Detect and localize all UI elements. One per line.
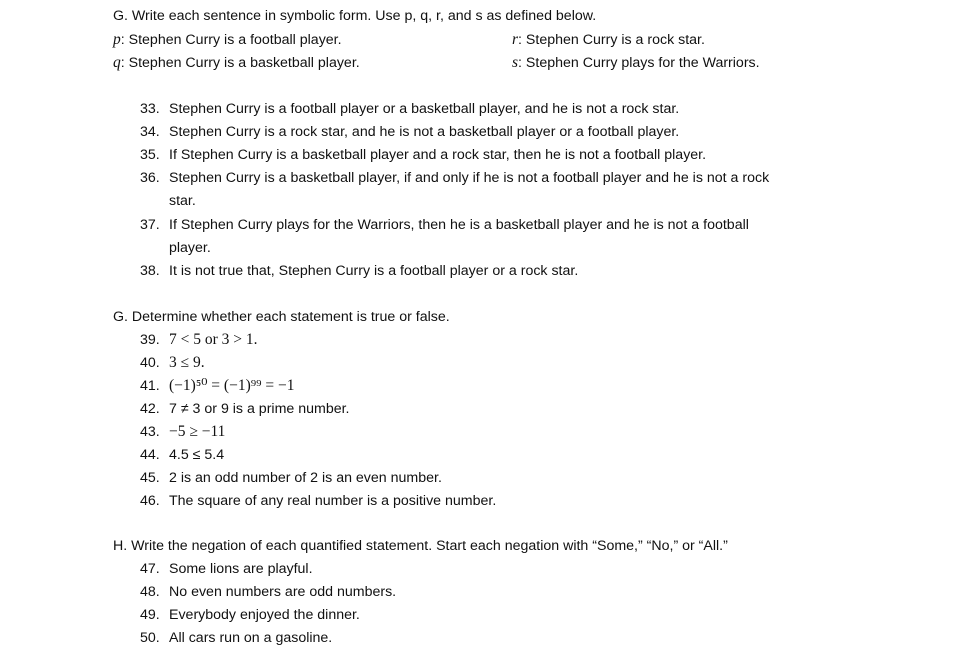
item-text: No even numbers are odd numbers. [169,584,397,600]
item-text: Stephen Curry is a basketball player, if and only if he is not a football player and he is not a rock [169,170,770,186]
item-text: The square of any real number is a positive number. [169,493,497,509]
item-text: If Stephen Curry plays for the Warriors, then he is a basketball player and he is not a football [169,217,749,233]
item-41 [140,377,295,395]
definition-r [512,31,705,49]
item-number: 36. [140,170,160,186]
section-g2-heading: G. Determine whether each statement is true or false. [113,309,450,325]
item-text: Everybody enjoyed the dinner. [169,607,360,623]
item-44 [140,446,224,464]
item-number: 40. [140,355,160,371]
item-33 [140,100,679,118]
item-35 [140,146,706,164]
section-g1-heading: G. Write each sentence in symbolic form. Use p, q, r, and s as defined below. [113,8,597,24]
item-text: All cars run on a gasoline. [169,630,333,646]
item-text: 3 ≤ 9. [169,354,205,371]
item-number: 45. [140,470,160,486]
item-34 [140,123,679,141]
item-number: 48. [140,584,160,600]
item-text: It is not true that, Stephen Curry is a football player or a rock star. [169,263,579,279]
item-43 [140,423,225,441]
item-36-continuation: star. [169,193,196,209]
item-text: −5 ≥ −11 [169,423,226,440]
item-text: Stephen Curry is a football player or a basketball player, and he is not a rock star. [169,101,680,117]
section-h-heading: H. Write the negation of each quantified statement. Start each negation with “Some,” “No,” or “All.” [113,538,728,554]
item-number: 50. [140,630,160,646]
item-number: 44. [140,447,160,463]
definition-q [113,54,360,72]
definition-s-var: s [512,54,519,71]
item-number: 37. [140,217,160,233]
item-number: 47. [140,561,160,577]
item-37 [140,216,749,234]
item-49 [140,606,360,624]
item-text: Some lions are playful. [169,561,313,577]
definition-s [512,54,760,72]
definition-r-var: r [512,31,519,48]
item-37-continuation: player. [169,240,211,256]
definition-r-text: : Stephen Curry is a rock star. [518,32,705,48]
item-45 [140,469,442,487]
item-number: 38. [140,263,160,279]
item-36 [140,169,769,187]
item-text: Stephen Curry is a rock star, and he is not a basketball player or a football player. [169,124,680,140]
item-number: 35. [140,147,160,163]
item-38 [140,262,578,280]
item-42 [140,400,349,418]
definition-q-text: : Stephen Curry is a basketball player. [120,55,360,71]
item-47 [140,560,313,578]
item-number: 49. [140,607,160,623]
definition-p-var: p [113,31,121,48]
item-40 [140,354,205,372]
item-number: 33. [140,101,160,117]
item-number: 46. [140,493,160,509]
definition-p-text: : Stephen Curry is a football player. [120,32,342,48]
definition-q-var: q [113,54,121,71]
item-46 [140,492,496,510]
item-number: 34. [140,124,160,140]
definition-s-text: : Stephen Curry plays for the Warriors. [518,55,760,71]
item-50 [140,629,332,647]
item-text: 2 is an odd number of 2 is an even number. [169,470,442,486]
item-number: 42. [140,401,160,417]
item-number: 43. [140,424,160,440]
item-text: 7 ≠ 3 or 9 is a prime number. [169,401,350,417]
item-text: 7 < 5 or 3 > 1. [169,331,258,348]
item-text: (−1)⁵⁰ = (−1)⁹⁹ = −1 [169,377,295,394]
item-48 [140,583,396,601]
item-text: If Stephen Curry is a basketball player and a rock star, then he is not a football player. [169,147,707,163]
item-number: 39. [140,332,160,348]
item-number: 41. [140,378,160,394]
item-39 [140,331,258,349]
item-text: 4.5 ≤ 5.4 [169,447,225,463]
definition-p [113,31,342,49]
